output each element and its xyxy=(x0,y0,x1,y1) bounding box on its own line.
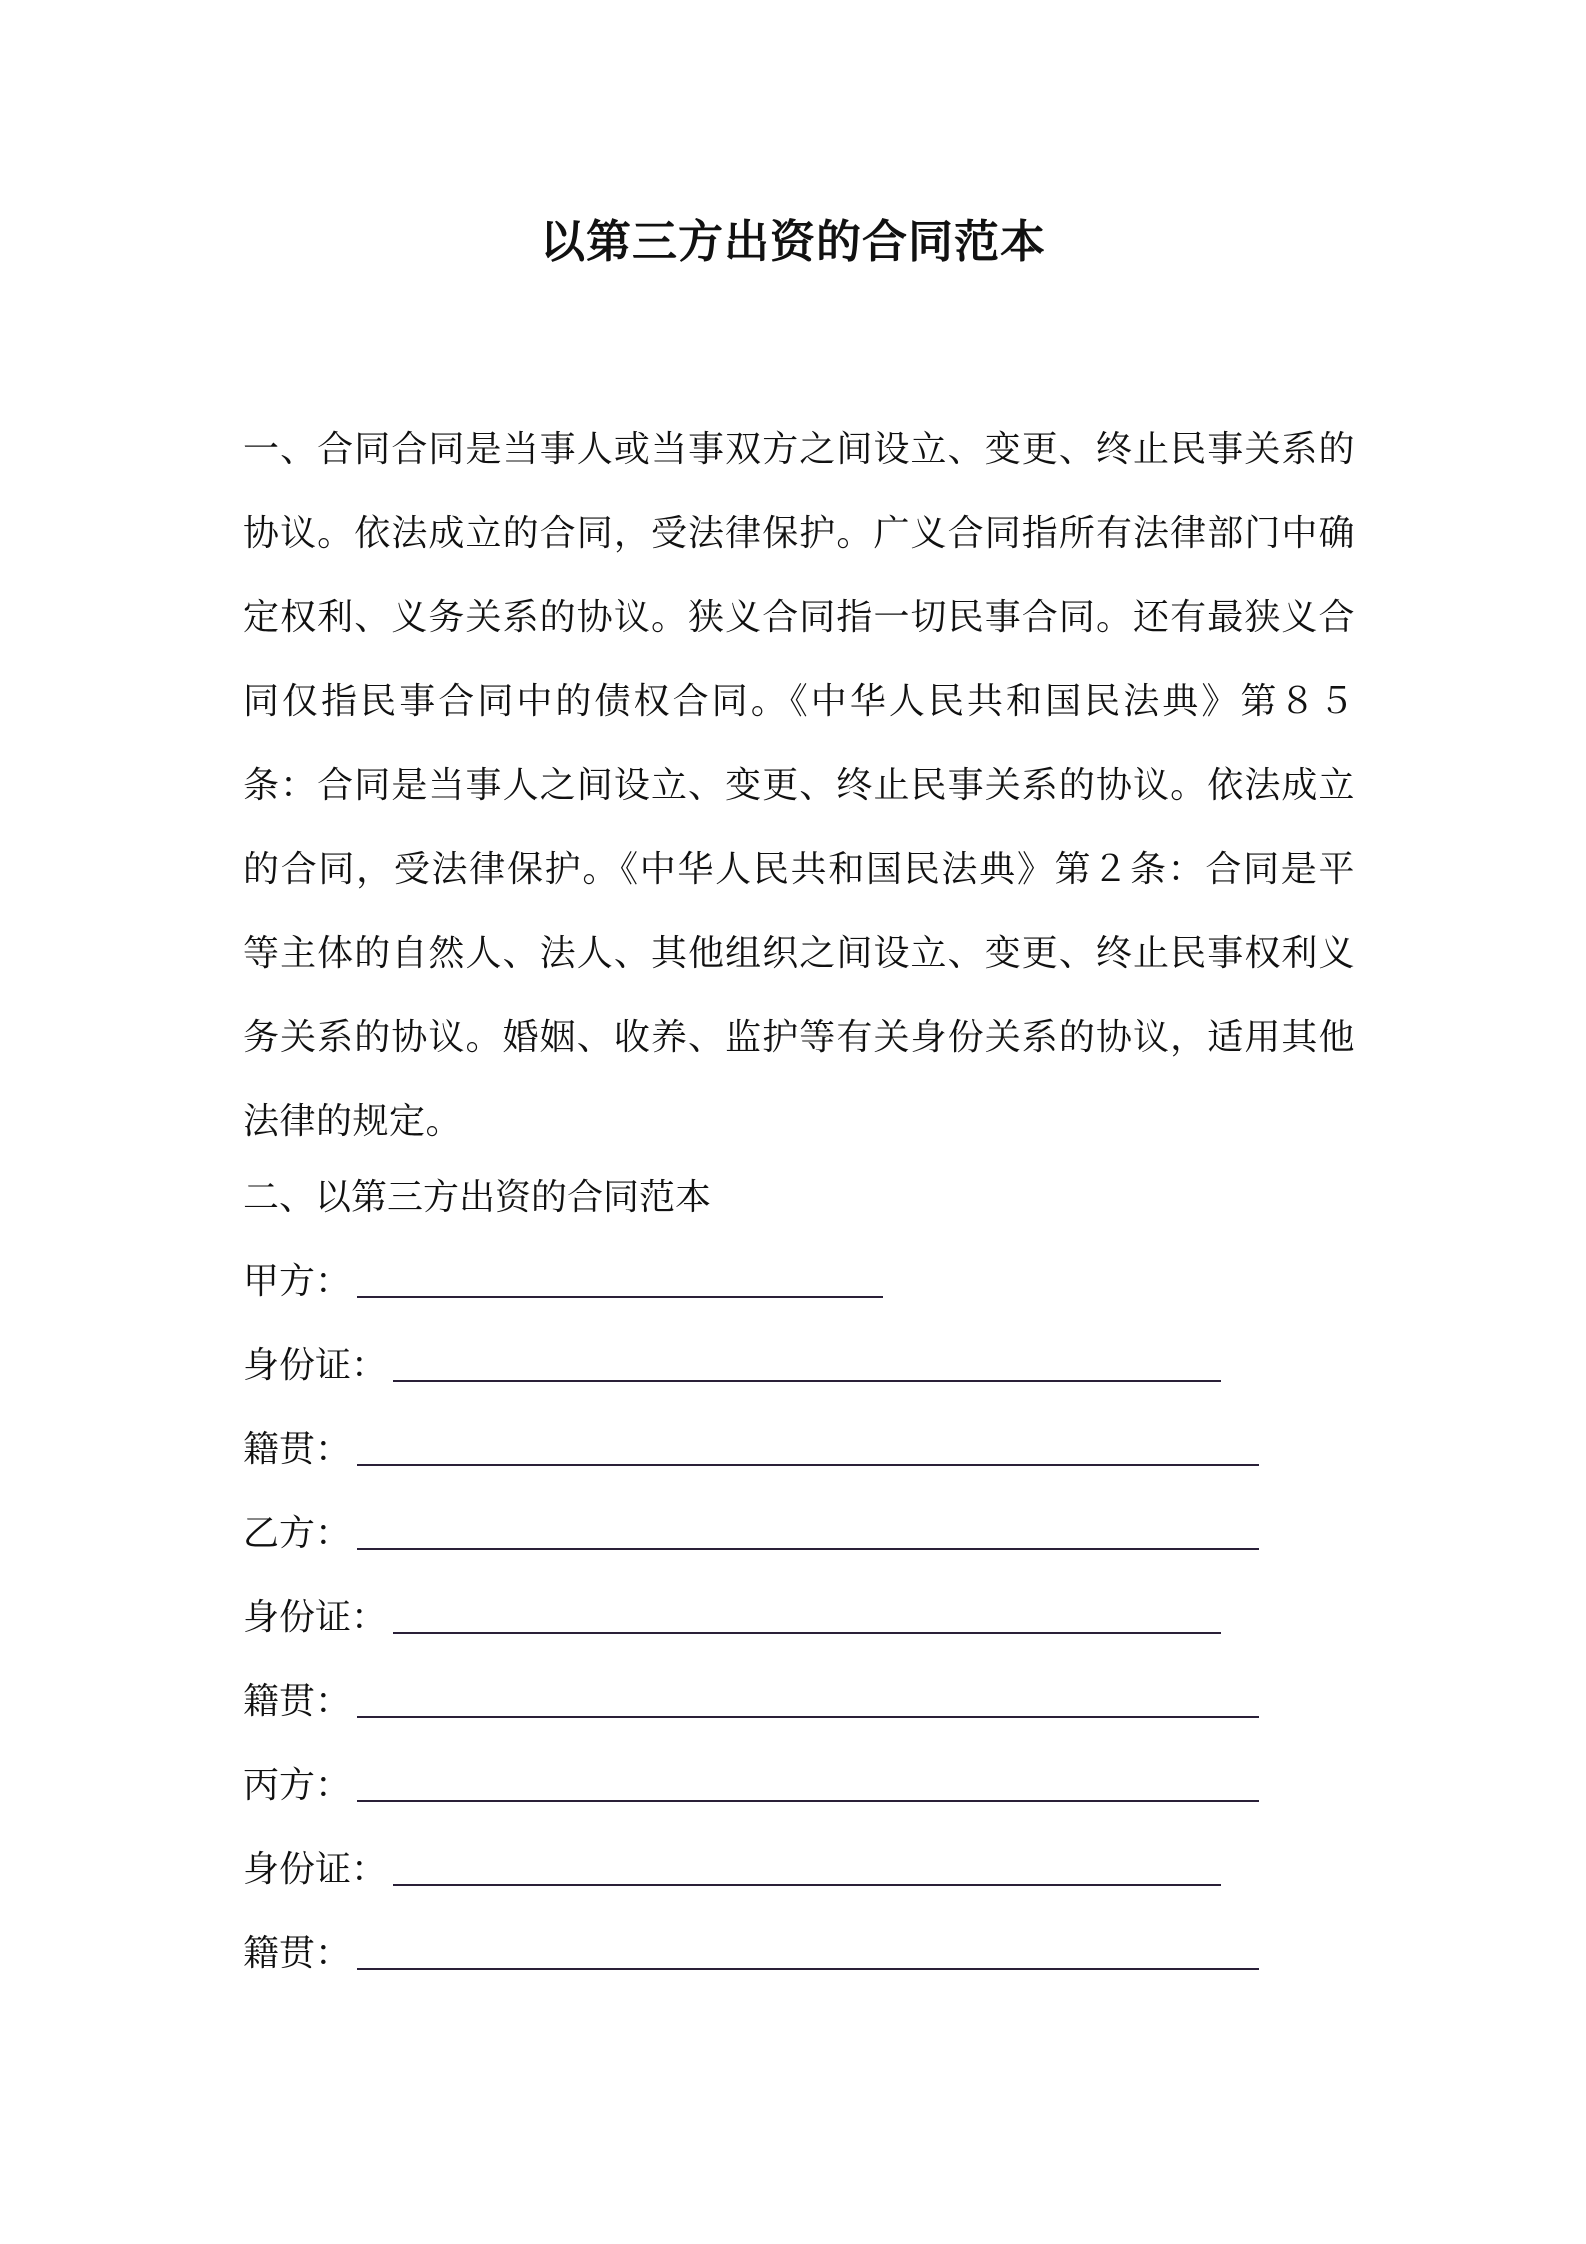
document-title: 以第三方出资的合同范本 xyxy=(539,215,1046,268)
field-label-party-a: 甲方： xyxy=(243,1261,352,1302)
field-label-party-b-origin: 籍贯： xyxy=(243,1681,352,1722)
party-b-id-blank-line[interactable] xyxy=(393,1632,1221,1634)
section-2-heading: 二、以第三方出资的合同范本 xyxy=(243,1177,712,1218)
party-a-origin-blank-line[interactable] xyxy=(357,1464,1259,1466)
party-a-blank-line[interactable] xyxy=(357,1296,883,1298)
section-1-paragraph: 一、合同合同是当事人或当事双方之间设立、变更、终止民事关系的协议。依法成立的合同，受法律保护。广义合同指所有法律部门中确定权利、义务关系的协议。狭义合同指一切民事合同。还有最狭义合同仅指民事合同中的债权合同。《中华人民共和国民法典》第８５条：合同是当事人之间设立、变更、终止民事关系的协议。依法成立的合同，受法律保护。《中华人民共和国民法典》第２条：合同是平等主体的自然人、法人、其他组织之间设立、变更、终止民事权利义务关系的协议。婚姻、收养、监护等有关身份关系的协议，适用其他法律的规定。 xyxy=(243,429,1355,1142)
party-c-origin-blank-line[interactable] xyxy=(357,1968,1259,1970)
field-label-party-c: 丙方： xyxy=(243,1765,352,1806)
party-b-origin-blank-line[interactable] xyxy=(357,1716,1259,1718)
field-label-party-a-id: 身份证： xyxy=(243,1345,388,1386)
field-label-party-c-id: 身份证： xyxy=(243,1849,388,1890)
field-label-party-c-origin: 籍贯： xyxy=(243,1933,352,1974)
party-c-id-blank-line[interactable] xyxy=(393,1884,1221,1886)
party-c-blank-line[interactable] xyxy=(357,1800,1259,1802)
field-label-party-a-origin: 籍贯： xyxy=(243,1429,352,1470)
field-label-party-b-id: 身份证： xyxy=(243,1597,388,1638)
party-a-id-blank-line[interactable] xyxy=(393,1380,1221,1382)
field-label-party-b: 乙方： xyxy=(243,1513,352,1554)
party-b-blank-line[interactable] xyxy=(357,1548,1259,1550)
